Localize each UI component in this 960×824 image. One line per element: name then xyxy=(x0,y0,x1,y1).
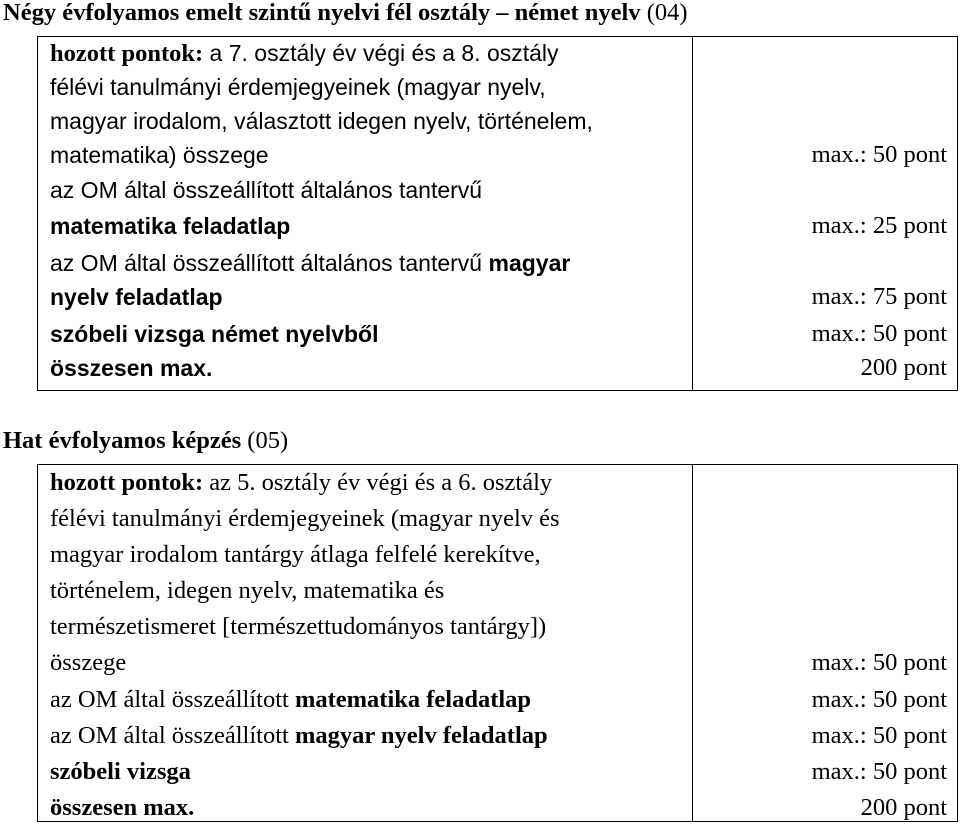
section2-heading xyxy=(3,427,288,455)
section2-points-value: max.: 50 pont xyxy=(811,758,947,785)
criterion-text: szóbeli vizsga német nyelvből xyxy=(50,321,379,347)
criterion-text: szóbeli vizsga xyxy=(50,758,191,785)
section1-points-value: max.: 25 pont xyxy=(811,212,947,239)
section1-criterion-line xyxy=(50,39,559,68)
section2-criterion-line xyxy=(50,758,191,786)
section2-code: (05) xyxy=(247,427,289,454)
criterion-text: magyar xyxy=(488,250,571,276)
criterion-text: matematika) összege xyxy=(50,142,269,168)
section1-points-value: max.: 50 pont xyxy=(811,141,947,168)
section2-criterion-line xyxy=(50,794,194,822)
criterion-text: matematika feladatlap xyxy=(50,213,291,239)
criterion-text: magyar nyelv feladatlap xyxy=(294,722,548,749)
section2-criterion-line xyxy=(50,541,541,569)
section2-criterion-line xyxy=(50,649,126,677)
section2-criterion-line xyxy=(50,613,546,641)
section2-criterion-line xyxy=(50,505,560,533)
criterion-text: az 5. osztály év végi és a 6. osztály xyxy=(203,469,553,496)
section2-criterion-line xyxy=(50,722,548,750)
section2-points-value: max.: 50 pont xyxy=(811,722,947,749)
criterion-text: nyelv feladatlap xyxy=(50,284,223,310)
criterion-text: természetismeret [természettudományos tantárgy]) xyxy=(50,613,547,640)
criterion-text: összesen max. xyxy=(50,355,213,381)
section2-criterion-line xyxy=(50,469,552,497)
section2-table xyxy=(37,464,958,822)
criterion-text: magyar irodalom, választott idegen nyelv, történelem, xyxy=(50,108,593,134)
section2-points-value: max.: 50 pont xyxy=(811,649,947,676)
section1-criterion-line xyxy=(50,73,546,102)
section1-criterion-line xyxy=(50,249,570,278)
criterion-text: az OM által összeállított általános tantervű xyxy=(50,250,489,276)
criterion-text: félévi tanulmányi érdemjegyeinek (magyar nyelv, xyxy=(50,74,546,100)
section1-criterion-line xyxy=(50,141,269,170)
section1-points-value: max.: 50 pont xyxy=(811,320,947,347)
section2-points-column xyxy=(693,465,957,821)
section1-table xyxy=(37,36,958,391)
section1-criterion-line xyxy=(50,283,223,312)
section2-criterion-line xyxy=(50,686,531,714)
criterion-text: matematika feladatlap xyxy=(294,686,532,713)
criterion-text: az OM által összeállított xyxy=(50,722,295,749)
section1-criterion-line xyxy=(50,107,593,136)
criterion-text: az OM által összeállított általános tantervű xyxy=(50,177,483,203)
criterion-text: magyar irodalom tantárgy átlaga felfelé kerekítve, xyxy=(50,541,541,568)
section1-points-column xyxy=(693,37,957,390)
criterion-text: hozott pontok: xyxy=(50,469,204,496)
criterion-text: összesen max. xyxy=(50,794,195,821)
section1-heading xyxy=(3,0,688,27)
section1-criterion-line xyxy=(50,176,482,205)
section1-criteria-column xyxy=(38,37,693,390)
criterion-text: félévi tanulmányi érdemjegyeinek (magyar nyelv és xyxy=(50,505,560,532)
section1-code: (04) xyxy=(646,0,688,26)
section2-points-value: max.: 50 pont xyxy=(811,686,947,713)
section1-criterion-line xyxy=(50,320,379,349)
section1-criterion-line xyxy=(50,212,290,241)
section1-points-value: 200 pont xyxy=(860,354,947,381)
criterion-text: hozott pontok: xyxy=(50,40,204,67)
criterion-text: a 7. osztály év végi és a 8. osztály xyxy=(203,40,559,66)
criterion-text: összege xyxy=(50,649,127,676)
section1-criterion-line xyxy=(50,354,212,383)
section2-criteria-column xyxy=(38,465,693,821)
section2-criterion-line xyxy=(50,577,444,605)
criterion-text: történelem, idegen nyelv, matematika és xyxy=(50,577,445,604)
section1-title: Négy évfolyamos emelt szintű nyelvi fél osztály – német nyelv xyxy=(3,0,641,26)
section1-points-value: max.: 75 pont xyxy=(811,283,947,310)
section2-points-value: 200 pont xyxy=(860,794,947,821)
section2-title: Hat évfolyamos képzés xyxy=(3,427,242,454)
criterion-text: az OM által összeállított xyxy=(50,686,295,713)
